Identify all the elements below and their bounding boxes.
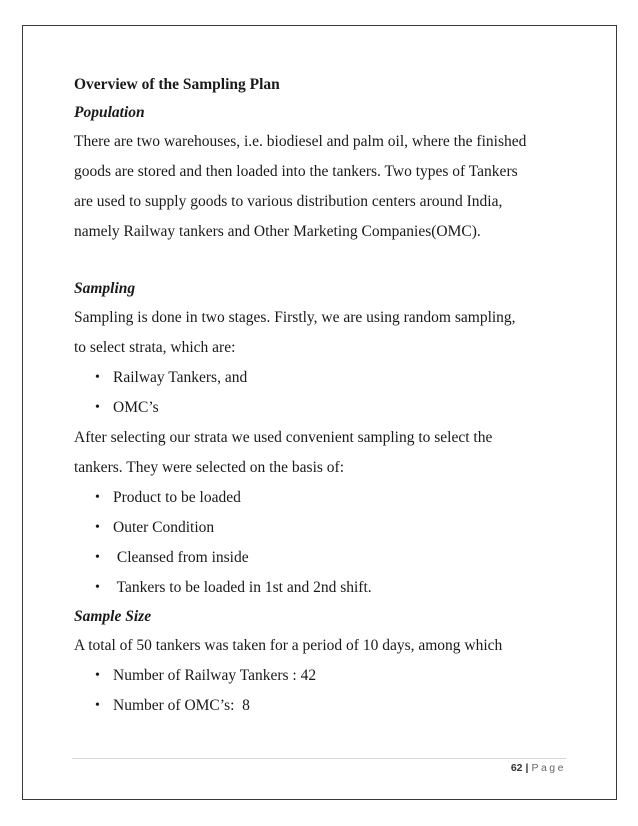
- criteria-list: [74, 483, 574, 603]
- list-item: [74, 393, 574, 423]
- footer-separator: |: [525, 762, 529, 774]
- bullet-icon: •: [95, 668, 100, 683]
- page-label: Page: [531, 762, 566, 774]
- sample-size-heading: Sample Size: [74, 608, 152, 625]
- list-item: [74, 513, 574, 543]
- population-line: There are two warehouses, i.e. biodiesel and palm oil, where the finished: [74, 133, 527, 150]
- list-item: [74, 691, 574, 721]
- sample-size-list: [74, 661, 574, 721]
- bullet-icon: •: [95, 550, 100, 565]
- list-item-text: Number of OMC’s: 8: [113, 697, 250, 714]
- list-item-text: OMC’s: [113, 399, 159, 416]
- population-line: namely Railway tankers and Other Marketing Companies(OMC).: [74, 223, 481, 240]
- list-item: [74, 363, 574, 393]
- list-item: [74, 483, 574, 513]
- bullet-icon: •: [95, 698, 100, 713]
- bullet-icon: •: [95, 580, 100, 595]
- bullet-icon: •: [95, 370, 100, 385]
- list-item: [74, 543, 574, 573]
- list-item-text: Railway Tankers, and: [113, 369, 248, 386]
- list-item-text: Product to be loaded: [113, 489, 241, 506]
- list-item: [74, 573, 574, 603]
- sampling-line: tankers. They were selected on the basis of:: [74, 459, 345, 476]
- bullet-icon: •: [95, 400, 100, 415]
- list-item-text: Number of Railway Tankers : 42: [113, 667, 317, 684]
- population-heading: Population: [74, 104, 145, 121]
- page-number: 62: [510, 762, 523, 774]
- list-item-text: Outer Condition: [113, 519, 215, 536]
- list-item-text: Cleansed from inside: [113, 549, 249, 566]
- strata-list: [74, 363, 574, 423]
- list-item: [74, 661, 574, 691]
- sample-size-line: A total of 50 tankers was taken for a period of 10 days, among which: [74, 637, 503, 654]
- population-line: goods are stored and then loaded into the tankers. Two types of Tankers: [74, 163, 518, 180]
- page-footer: [72, 762, 566, 774]
- sampling-line: After selecting our strata we used convenient sampling to select the: [74, 429, 493, 446]
- sampling-line: to select strata, which are:: [74, 339, 236, 356]
- bullet-icon: •: [95, 520, 100, 535]
- list-item-text: Tankers to be loaded in 1st and 2nd shift.: [113, 579, 372, 596]
- population-line: are used to supply goods to various distribution centers around India,: [74, 193, 503, 210]
- bullet-icon: •: [95, 490, 100, 505]
- document-title: Overview of the Sampling Plan: [74, 76, 280, 93]
- sampling-line: Sampling is done in two stages. Firstly, we are using random sampling,: [74, 309, 516, 326]
- section-gap: [74, 247, 574, 275]
- footer-divider: [72, 758, 566, 759]
- sampling-heading: Sampling: [74, 280, 136, 297]
- document-body: [74, 71, 574, 721]
